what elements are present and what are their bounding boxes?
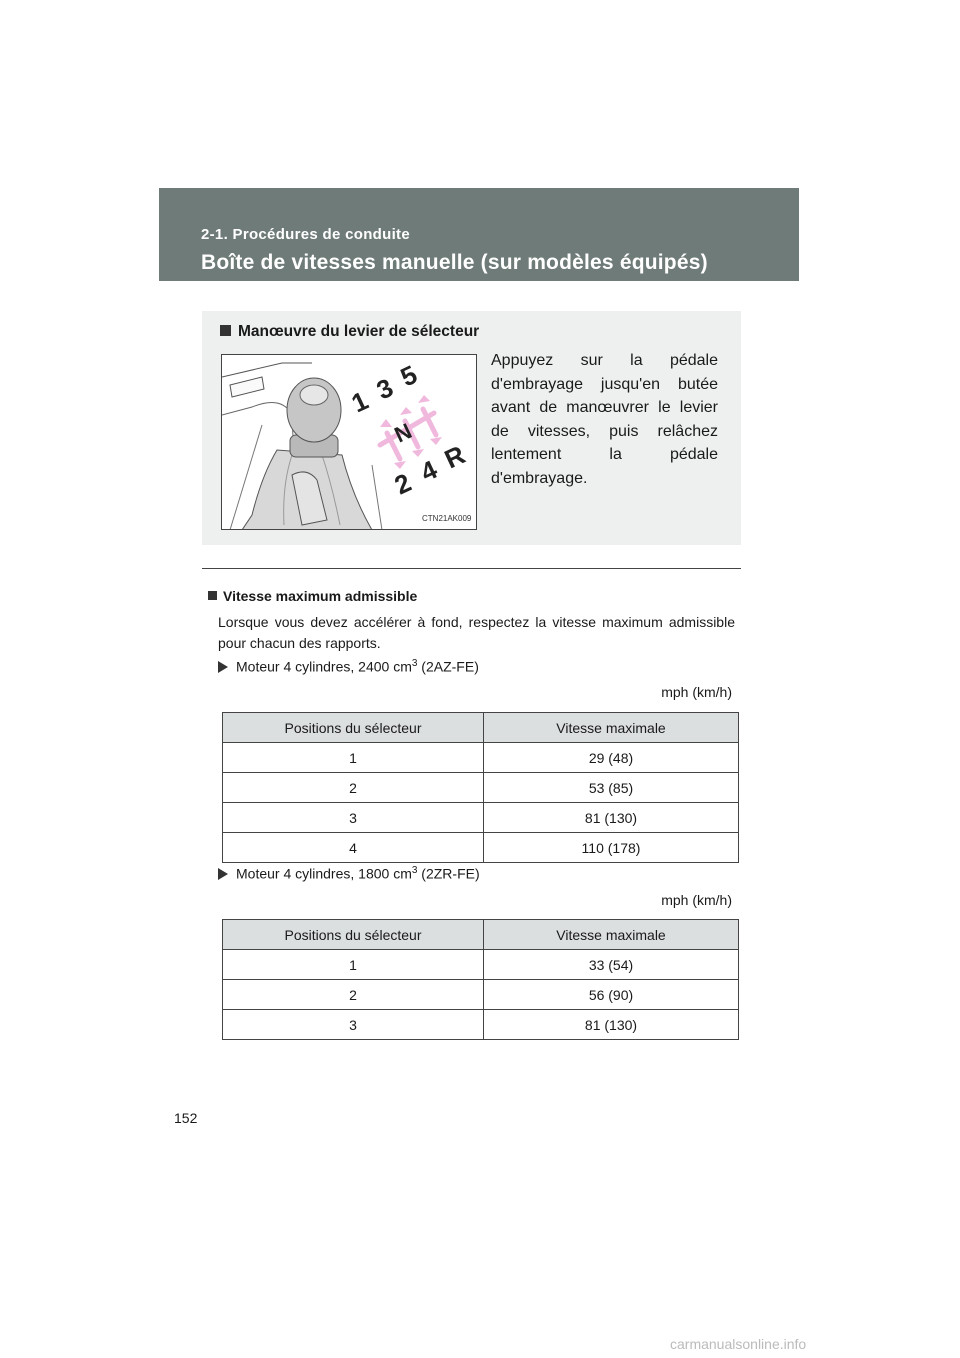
table-header-row: [223, 920, 739, 950]
shift-box-heading: Manœuvre du levier de sélecteur: [220, 323, 479, 341]
unit-label: mph (km/h): [661, 892, 732, 908]
table-row: 3 81 (130): [223, 1010, 739, 1040]
table-row: 4 110 (178): [223, 833, 739, 863]
col-header-position: Positions du sélecteur: [223, 920, 484, 950]
max-speed-heading: Vitesse maximum admissible: [208, 588, 417, 604]
page-title: Boîte de vitesses manuelle (sur modèles équipés): [201, 251, 708, 274]
section-header: [159, 188, 799, 281]
page-number: 152: [174, 1110, 198, 1126]
illustration-code: CTN21AK009: [422, 514, 472, 523]
gear-label-1: 1: [346, 385, 373, 419]
table-row: 3 81 (130): [223, 803, 739, 833]
gear-label-2: 2: [389, 467, 416, 501]
arrow-bullet-icon: [218, 661, 228, 673]
gear-shift-illustration: [221, 354, 477, 530]
col-header-speed: Vitesse maximale: [484, 713, 739, 743]
engine-2400-label: Moteur 4 cylindres, 2400 $cm^3$ (2AZ-FE): [218, 658, 479, 675]
arrow-bullet-icon: [218, 868, 228, 880]
gear-lever-drawing: [222, 355, 476, 529]
col-header-position: Positions du sélecteur: [223, 713, 484, 743]
shift-instruction-text: Appuyez sur la pédale d'embrayage jusqu'en butée avant de manœuvrer le levier de vitesses, puis relâchez lentement la pédale d'embrayage.: [491, 352, 718, 487]
square-bullet-icon: [208, 591, 217, 600]
table-row: 2 56 (90): [223, 980, 739, 1010]
shift-operation-box: [202, 311, 741, 545]
table-row: 2 53 (85): [223, 773, 739, 803]
gear-label-5: 5: [395, 359, 422, 393]
max-speed-paragraph: Lorsque vous devez accélérer à fond, respectez la vitesse maximum admissible pour chacun des rapports.: [218, 614, 735, 651]
gear-label-4: 4: [415, 454, 442, 488]
section-label: 2-1. Procédures de conduite: [201, 226, 410, 243]
engine-1800-label: Moteur 4 cylindres, 1800 $cm^3$ (2ZR-FE): [218, 865, 480, 882]
square-bullet-icon: [220, 325, 231, 336]
unit-label: mph (km/h): [661, 684, 732, 700]
gear-label-n: N: [390, 418, 416, 448]
speed-table-1800: [222, 919, 739, 1040]
table-header-row: [223, 713, 739, 743]
table-row: 1 33 (54): [223, 950, 739, 980]
col-header-speed: Vitesse maximale: [484, 920, 739, 950]
gear-label-3: 3: [371, 372, 398, 406]
watermark-link[interactable]: carmanualsonline.info: [670, 1336, 807, 1352]
speed-table-2400: [222, 712, 739, 863]
gear-label-r: R: [439, 439, 470, 475]
section-divider: [202, 568, 741, 569]
table-row: 1 29 (48): [223, 743, 739, 773]
